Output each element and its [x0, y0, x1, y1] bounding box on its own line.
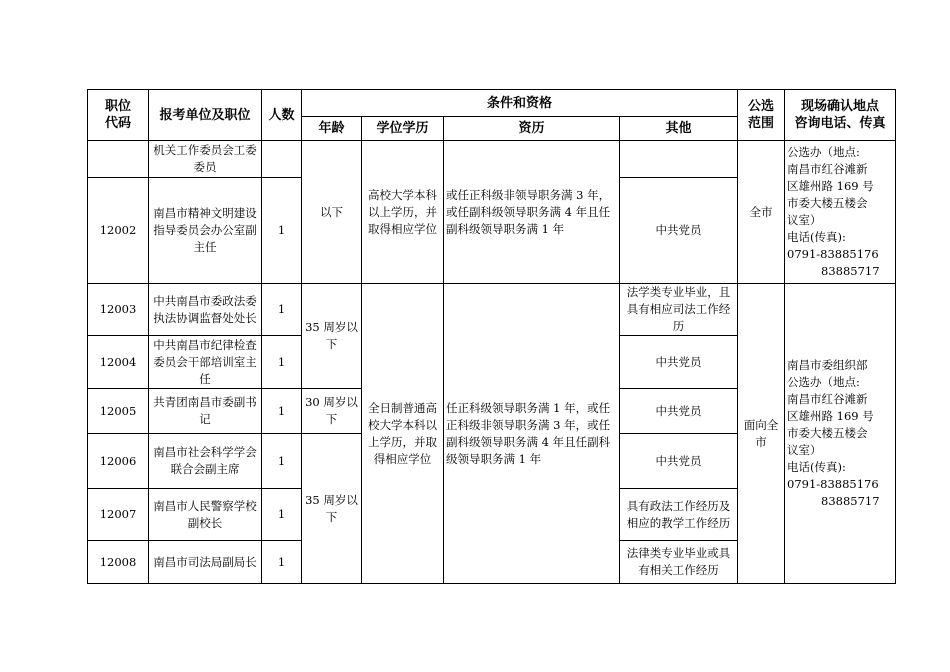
position-code: 12007 — [88, 489, 149, 541]
position-code: 12004 — [88, 336, 149, 389]
position-unit: 中共南昌市委政法委执法协调监督处处长 — [149, 284, 262, 336]
position-code: 12002 — [88, 178, 149, 284]
header-other: 其他 — [620, 117, 738, 141]
position-unit: 南昌市人民警察学校副校长 — [149, 489, 262, 541]
header-conditions: 条件和资格 — [302, 90, 738, 117]
header-contact: 现场确认地点 咨询电话、传真 — [785, 90, 896, 141]
header-unit: 报考单位及职位 — [149, 90, 262, 141]
position-code: 12008 — [88, 541, 149, 584]
position-code: 12005 — [88, 389, 149, 434]
position-count: 1 — [262, 489, 302, 541]
header-scope: 公选 范围 — [738, 90, 785, 141]
position-code: 12003 — [88, 284, 149, 336]
header-count: 人数 — [262, 90, 302, 141]
position-unit: 南昌市精神文明建设指导委员会办公室副主任 — [149, 178, 262, 284]
position-count: 1 — [262, 434, 302, 489]
header-code: 职位 代码 — [88, 90, 149, 141]
age-cell: 35 周岁以下 — [302, 284, 362, 389]
position-count: 1 — [262, 389, 302, 434]
position-count: 1 — [262, 336, 302, 389]
experience-cell: 或任正科级非领导职务满 3 年，或任副科级领导职务满 4 年且任副科级领导职务满 1 年 — [444, 141, 620, 284]
position-count: 1 — [262, 541, 302, 584]
other-cell: 法学类专业毕业，且具有相应司法工作经历 — [620, 284, 738, 336]
position-unit: 南昌市司法局副局长 — [149, 541, 262, 584]
scope-cell: 全市 — [738, 141, 785, 284]
position-code: 12006 — [88, 434, 149, 489]
other-cell: 中共党员 — [620, 178, 738, 284]
position-count — [262, 141, 302, 178]
other-cell: 中共党员 — [620, 434, 738, 489]
position-unit: 共青团南昌市委副书记 — [149, 389, 262, 434]
position-unit: 中共南昌市纪律检查委员会干部培训室主任 — [149, 336, 262, 389]
age-cell: 以下 — [302, 141, 362, 284]
scope-cell: 面向全市 — [738, 284, 785, 584]
header-degree: 学位学历 — [362, 117, 444, 141]
degree-cell: 高校大学本科以上学历，并取得相应学位 — [362, 141, 444, 284]
contact-cell: 公选办（地点: 南昌市红谷滩新 区雄州路 169 号 市委大楼五楼会 议室） 电话(传真): 0791-83885176 83885717 — [785, 141, 896, 284]
position-count: 1 — [262, 284, 302, 336]
position-unit: 南昌市社会科学学会联合会副主席 — [149, 434, 262, 489]
other-cell: 具有政法工作经历及相应的教学工作经历 — [620, 489, 738, 541]
age-cell: 35 周岁以下 — [302, 434, 362, 584]
position-count: 1 — [262, 178, 302, 284]
positions-table — [87, 89, 896, 584]
other-cell: 中共党员 — [620, 389, 738, 434]
header-experience: 资历 — [444, 117, 620, 141]
degree-cell: 全日制普通高校大学本科以上学历，并取得相应学位 — [362, 284, 444, 584]
experience-cell: 任正科级领导职务满 1 年，或任正科级非领导职务满 3 年，或任副科级领导职务满 4 年且任副科级领导职务满 1 年 — [444, 284, 620, 584]
other-cell-empty — [620, 141, 738, 178]
position-code — [88, 141, 149, 178]
age-cell: 30 周岁以下 — [302, 389, 362, 434]
other-cell: 法律类专业毕业或具有相关工作经历 — [620, 541, 738, 584]
contact-cell: 南昌市委组织部 公选办（地点: 南昌市红谷滩新 区雄州路 169 号 市委大楼五楼会 议室） 电话(传真): 0791-83885176 83885717 — [785, 284, 896, 584]
position-unit: 机关工作委员会工委委员 — [149, 141, 262, 178]
other-cell: 中共党员 — [620, 336, 738, 389]
header-age: 年龄 — [302, 117, 362, 141]
